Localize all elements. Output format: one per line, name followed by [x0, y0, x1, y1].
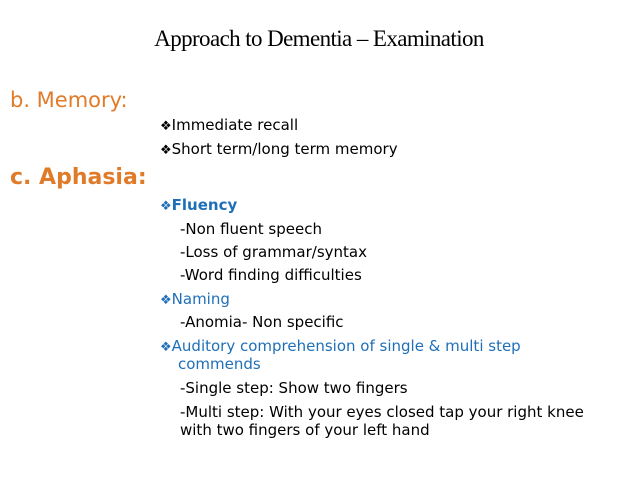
auditory-single-step: -Single step: Show two fingers: [180, 379, 408, 397]
list-item: [160, 116, 298, 136]
diamond-bullet-icon: ❖: [160, 340, 172, 355]
list-item: [160, 337, 521, 357]
list-item: [160, 140, 398, 160]
diamond-bullet-icon: ❖: [160, 119, 172, 134]
fluency-detail-non-fluent: -Non fluent speech: [180, 220, 322, 238]
auditory-label-line2: commends: [178, 355, 261, 373]
auditory-label-line1: Auditory comprehension of single & multi step: [171, 337, 521, 355]
memory-item-immediate-recall: Immediate recall: [171, 116, 299, 134]
memory-heading: b. Memory:: [10, 88, 128, 112]
naming-detail-anomia: -Anomia- Non specific: [180, 313, 344, 331]
fluency-detail-word-finding: -Word finding difficulties: [180, 266, 362, 284]
diamond-bullet-icon: ❖: [160, 199, 172, 214]
aphasia-heading: c. Aphasia:: [10, 165, 147, 190]
fluency-detail-grammar: -Loss of grammar/syntax: [180, 243, 367, 261]
diamond-bullet-icon: ❖: [160, 293, 172, 308]
list-item: [160, 290, 230, 310]
auditory-multi-step-line1: -Multi step: With your eyes closed tap your right knee: [180, 403, 584, 421]
list-item: [160, 196, 237, 216]
diamond-bullet-icon: ❖: [160, 143, 172, 158]
slide-title: Approach to Dementia – Examination: [154, 26, 484, 51]
naming-label: Naming: [171, 290, 230, 308]
memory-item-short-long-term: Short term/long term memory: [171, 140, 398, 158]
auditory-multi-step-line2: with two fingers of your left hand: [180, 421, 430, 439]
fluency-label: Fluency: [171, 196, 238, 214]
